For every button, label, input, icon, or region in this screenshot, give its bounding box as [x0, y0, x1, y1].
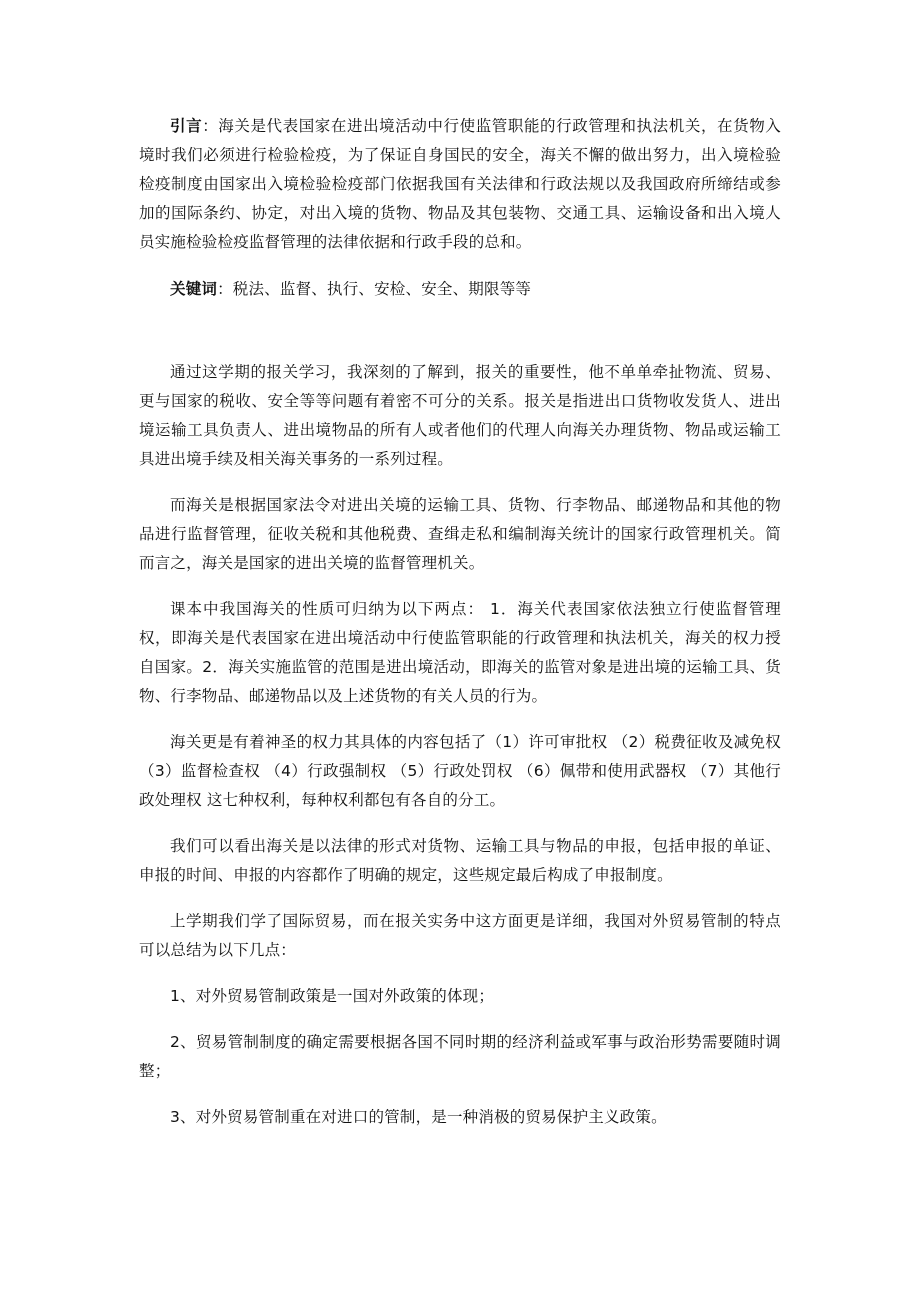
- list-item: 3、对外贸易管制重在对进口的管制，是一种消极的贸易保护主义政策。: [170, 1108, 667, 1126]
- intro-text: ：海关是代表国家在进出境活动中行使监管职能的行政管理和执法机关，在货物入境时我们必须进行检验检疫，为了保证自身国民的安全，海关不懈的做出努力，出入境检验检疫制度由国家出入境检验检疫部门依据我国有关法律和行政法规以及我国政府所缔结或参加的国际条约、协定，对出入境的货物、物品及其包装物、交通工具、运输设备和出入境人员实施检验检疫监督管理的法律依据和行政手段的总和。: [139, 117, 782, 251]
- keywords-text: ：税法、监督、执行、安检、安全、期限等等: [217, 280, 532, 298]
- intro-label: 引言: [170, 117, 203, 135]
- document-page: [139, 112, 781, 1149]
- body-paragraph: 我们可以看出海关是以法律的形式对货物、运输工具与物品的申报，包括申报的单证、申报的时间、申报的内容都作了明确的规定，这些规定最后构成了申报制度。: [139, 837, 781, 884]
- list-item: 2、贸易管制制度的确定需要根据各国不同时期的经济利益或军事与政治形势需要随时调整；: [139, 1033, 781, 1080]
- body-paragraph: 课本中我国海关的性质可归纳为以下两点： 1．海关代表国家依法独立行使监督管理权，即海关是代表国家在进出境活动中行使监管职能的行政管理和执法机关，海关的权力授自国家。2．海关实施监管的范围是进出境活动，即海关的监管对象是进出境的运输工具、货物、行李物品、邮递物品以及上述货物的有关人员的行为。: [139, 600, 781, 705]
- intro-paragraph: [139, 112, 781, 257]
- body-paragraph: 海关更是有着神圣的权力其具体的内容包括了（1）许可审批权 （2）税费征收及减免权 （3）监督检查权 （4）行政强制权 （5）行政处罚权 （6）佩带和使用武器权 （7）其他行政处理权 这七种权利，每种权利都包有各自的分工。: [139, 733, 781, 809]
- list-item: 1、对外贸易管制政策是一国对外政策的体现；: [170, 987, 495, 1005]
- body-paragraph: 而海关是根据国家法令对进出关境的运输工具、货物、行李物品、邮递物品和其他的物品进行监督管理，征收关税和其他税费、查缉走私和编制海关统计的国家行政管理机关。简而言之，海关是国家的进出关境的监督管理机关。: [139, 496, 781, 572]
- body-paragraph: 通过这学期的报关学习，我深刻的了解到，报关的重要性，他不单单牵扯物流、贸易、更与国家的税收、安全等等问题有着密不可分的关系。报关是指进出口货物收发货人、进出境运输工具负责人、进出境物品的所有人或者他们的代理人向海关办理货物、物品或运输工具进出境手续及相关海关事务的一系列过程。: [139, 363, 781, 468]
- keywords-paragraph: [139, 275, 781, 304]
- keywords-label: 关键词: [170, 280, 218, 298]
- body-paragraph: 上学期我们学了国际贸易，而在报关实务中这方面更是详细，我国对外贸易管制的特点可以总结为以下几点：: [139, 912, 781, 959]
